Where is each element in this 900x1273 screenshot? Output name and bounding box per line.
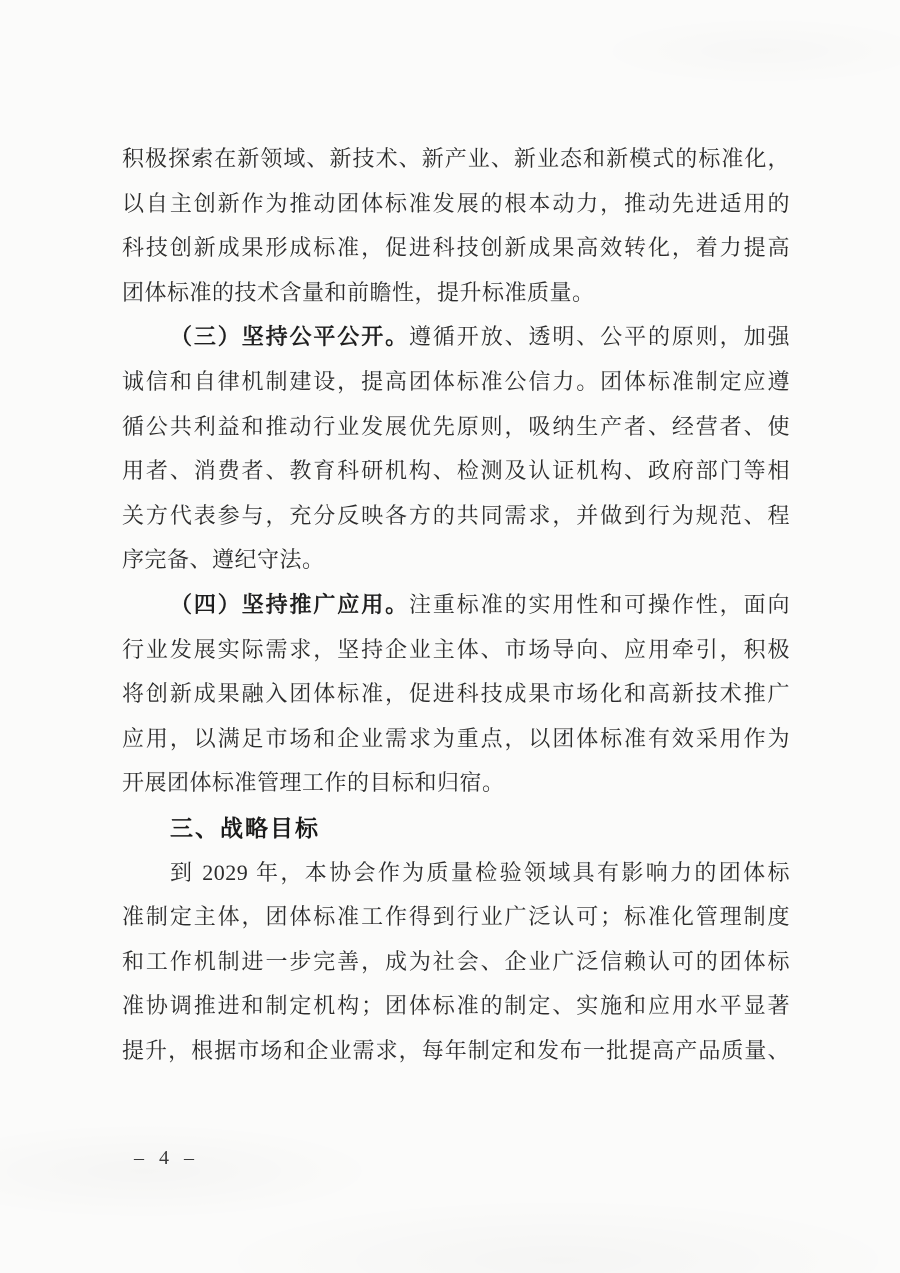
document-line-paragraph-end: 团体标准的技术含量和前瞻性，提升标准质量。 [122, 279, 595, 305]
document-line: 诚信和自律机制建设，提高团体标准公信力。团体标准制定应遵 [122, 368, 790, 394]
document-line-paragraph-end: 序完备、遵纪守法。 [122, 547, 325, 573]
document-line: 准制定主体，团体标准工作得到行业广泛认可；标准化管理制度 [122, 904, 790, 930]
document-line: 将创新成果融入团体标准，促进科技成果市场化和高新技术推广 [122, 681, 790, 707]
document-line: 科技创新成果形成标准，促进科技创新成果高效转化，着力提高 [122, 235, 790, 261]
document-line: 积极探索在新领域、新技术、新产业、新业态和新模式的标准化， [122, 146, 790, 171]
document-line-text: 遵循开放、透明、公平的原则，加强 [409, 324, 790, 350]
document-line: 和工作机制进一步完善，成为社会、企业广泛信赖认可的团体标 [122, 948, 790, 974]
document-line: 行业发展实际需求，坚持企业主体、市场导向、应用牵引，积极 [122, 636, 790, 662]
document-line: 以自主创新作为推动团体标准发展的根本动力，推动先进适用的 [122, 190, 790, 216]
document-line-item-4 [122, 583, 790, 628]
item-4-bold-lead: （四）坚持推广应用。 [170, 591, 409, 617]
document-line: 提升，根据市场和企业需求，每年制定和发布一批提高产品质量、 [122, 1037, 790, 1063]
page-number: – 4 – [134, 1147, 199, 1169]
document-line-paragraph-start: 到 2029 年，本协会作为质量检验领域具有影响力的团体标 [170, 859, 790, 885]
document-line: 用者、消费者、教育科研机构、检测及认证机构、政府部门等相 [122, 458, 790, 484]
document-line-item-3 [122, 315, 790, 360]
document-line-paragraph-end: 开展团体标准管理工作的目标和归宿。 [122, 770, 505, 796]
document-line: 应用，以满足市场和企业需求为重点，以团体标准有效采用作为 [122, 725, 790, 751]
document-line: 准协调推进和制定机构；团体标准的制定、实施和应用水平显著 [122, 993, 790, 1019]
document-body [122, 137, 790, 1073]
section-heading-strategic-goals: 三、战略目标 [170, 814, 320, 841]
item-3-bold-lead: （三）坚持公平公开。 [170, 324, 409, 350]
document-line-text: 注重标准的实用性和可操作性，面向 [409, 591, 790, 617]
document-line: 循公共利益和推动行业发展优先原则，吸纳生产者、经营者、使 [122, 413, 790, 439]
document-line: 关方代表参与，充分反映各方的共同需求，并做到行为规范、程 [122, 502, 790, 528]
